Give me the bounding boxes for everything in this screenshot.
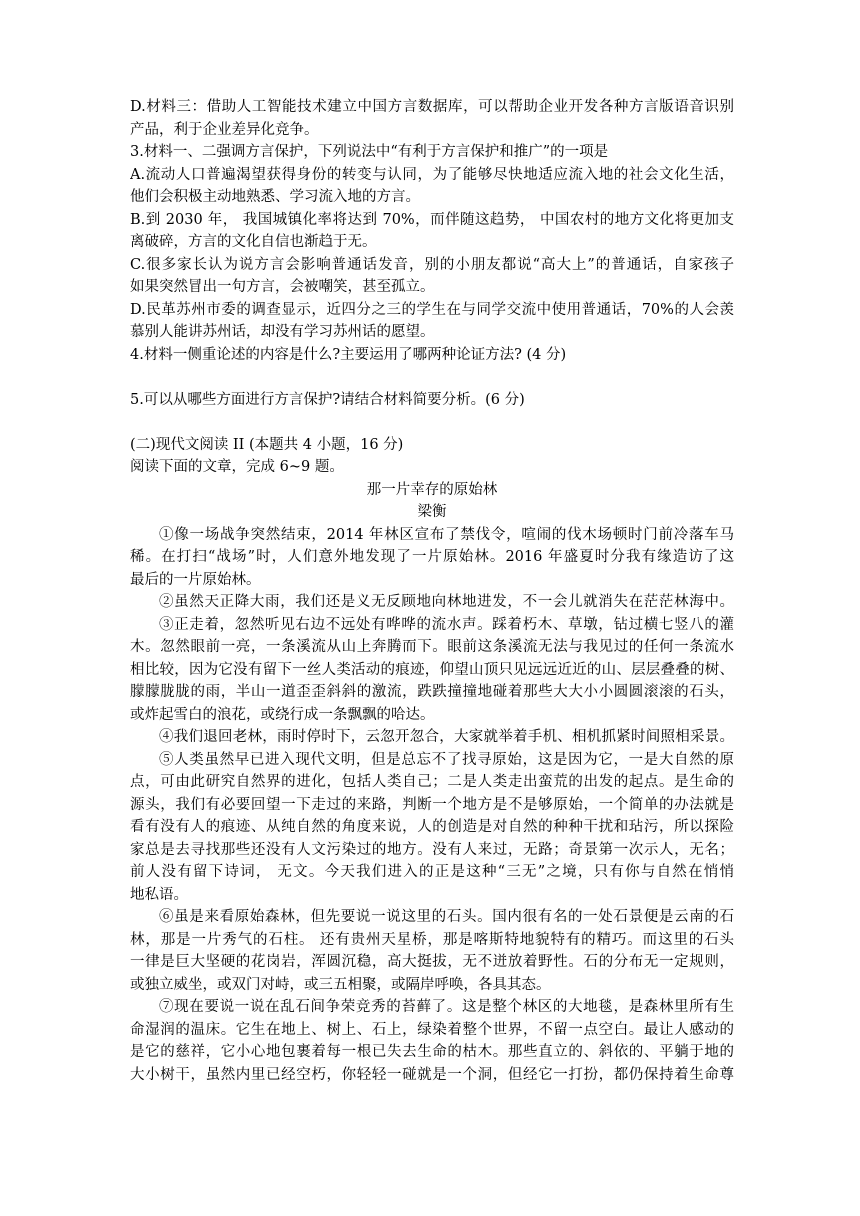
text-line: A.流动人口普遍渴望获得身份的转变与认同，为了能够尽快地适应流入地的社会文化生活， [130,166,734,183]
paragraph-line: 或炸起雪白的浪花，或绕行成一条飘飘的哈达。 [130,706,435,723]
paragraph-line: 一律是巨大坚硬的花岗岩，浑圆沉稳，高大挺拔，无不迸放着野性。石的分布无一定规则， [130,954,734,970]
article-title: 那一片幸存的原始林 [366,481,498,498]
article-body [130,524,734,1087]
paragraph-line: 点，可由此研究自然界的进化，包括人类自己；二是人类走出蛮荒的出发的起点。是生命的 [130,774,734,790]
text-line: C.很多家长认为说方言会影响普通话发音，别的小朋友都说“高大上”的普通话，自家孩子 [130,256,734,273]
document-page [130,96,734,1086]
paragraph-line: ③正走着，忽然听见右边不远处有哗哗的流水声。踩着朽木、草墩，钻过横七竖八的灌 [159,616,734,633]
paragraph-line: 最后的一片原始林。 [130,571,261,588]
paragraph-line: 是它的慈祥，它小心地包裹着每一根已失去生命的枯木。那些直立的、斜依的、平躺于地的 [130,1044,734,1060]
question-block [130,96,734,366]
spacer [130,411,734,434]
paragraph-line: 林，那是一片秀气的石柱。 还有贵州天星桥，那是喀斯特地貌特有的精巧。而这里的石头 [130,931,734,948]
section-instruction: 阅读下面的文章，完成 6~9 题。 [130,459,344,475]
article-author: 梁衡 [417,504,447,520]
text-line: 他们会积极主动地熟悉、学习流入地的方言。 [130,189,420,205]
text-line: 离破碎，方言的文化自信也渐趋于无。 [130,234,377,250]
paragraph-line: ⑥虽是来看原始森林，但先要说一说这里的石头。国内很有名的一处石景便是云南的石 [159,909,734,925]
paragraph-line: 命湿润的温床。它生在地上、树上、石上，绿染着整个世界，不留一点空白。最让人感动的 [130,1021,734,1038]
paragraph-line: 家总是去寻找那些还没有人文污染过的地方。没有人来过，无路；奇景第一次示人，无名； [130,841,734,858]
paragraph-line: ⑦现在要说一说在乱石间争荣竞秀的苔藓了。这是整个林区的大地毯，是森林里所有生 [159,999,734,1015]
paragraph-line: 地私语。 [130,886,188,903]
paragraph-line: 木。忽然眼前一亮，一条溪流从山上奔腾而下。眼前这条溪流无法与我见过的任何一条流水 [130,639,734,655]
paragraph-line: 源头，我们有必要回望一下走过的来路，判断一个地方是不是够原始，一个简单的办法就是 [130,796,734,813]
text-line: 如果突然冒出一句方言，会被嘲笑，甚至孤立。 [130,279,435,295]
paragraph-line: 前人没有留下诗词， 无文。今天我们进入的正是这种“三无”之境，只有你与自然在悄悄 [130,864,734,880]
question-5: 5.可以从哪些方面进行方言保护?请结合材料简要分析。(6 分) [130,391,525,408]
section-heading: (二)现代文阅读 II (本题共 4 小题，16 分) [130,436,404,453]
paragraph-line: 看有没有人的痕迹、从纯自然的角度来说，人的创造是对自然的种种干扰和玷污，所以探险 [130,819,734,835]
paragraph-line: ⑤人类虽然早已进入现代文明，但是总忘不了找寻原始，这是因为它，一是大自然的原 [159,751,734,768]
paragraph-line: ②虽然天正降大雨，我们还是义无反顾地向林地进发，不一会儿就消失在茫茫林海中。 [159,594,734,610]
text-line: 产品，利于企业差异化竞争。 [130,121,319,138]
text-line: 慕别人能讲苏州话，却没有学习苏州话的愿望。 [130,324,435,340]
text-line: 3.材料一、二强调方言保护，下列说法中“有利于方言保护和推广”的一项是 [130,144,609,160]
paragraph-line: ①像一场战争突然结束，2014 年林区宣布了禁伐令，喧闹的伐木场顿时门前冷落车马 [159,526,734,543]
paragraph-line: ④我们退回老林，雨时停时下，云忽开忽合，大家就举着手机、相机抓紧时间照相采景。 [159,729,734,745]
paragraph-line: 稀。在打扫“战场”时，人们意外地发现了一片原始林。2016 年盛夏时分我有缘造访了这 [130,549,734,565]
text-line: D.材料三：借助人工智能技术建立中国方言数据库，可以帮助企业开发各种方言版语音识别 [130,99,734,115]
text-line: 4.材料一侧重论述的内容是什么?主要运用了哪两种论证方法? (4 分) [130,346,567,363]
text-line: D.民革苏州市委的调查显示，近四分之三的学生在与同学交流中使用普通话，70%的人会羡 [130,301,734,318]
paragraph-line: 朦朦胧胧的雨，半山一道歪歪斜斜的激流，跌跌撞撞地碰着那些大大小小圆圆滚滚的石头， [130,684,734,700]
paragraph-line: 相比较，因为它没有留下一丝人类活动的痕迹，仰望山顶只见远远近近的山、层层叠叠的树、 [130,661,734,678]
spacer [130,366,734,389]
paragraph-line: 或独立威坐，或双门对峙，或三五相聚，或隔岸呼唤，各具其态。 [130,976,551,993]
paragraph-line: 大小树干，虽然内里已经空朽，你轻轻一碰就是一个洞，但经它一打扮，都仍保持着生命尊 [130,1066,734,1083]
text-line: B.到 2030 年， 我国城镇化率将达到 70%，而伴随这趋势， 中国农村的地方文化将更加支 [130,211,734,228]
